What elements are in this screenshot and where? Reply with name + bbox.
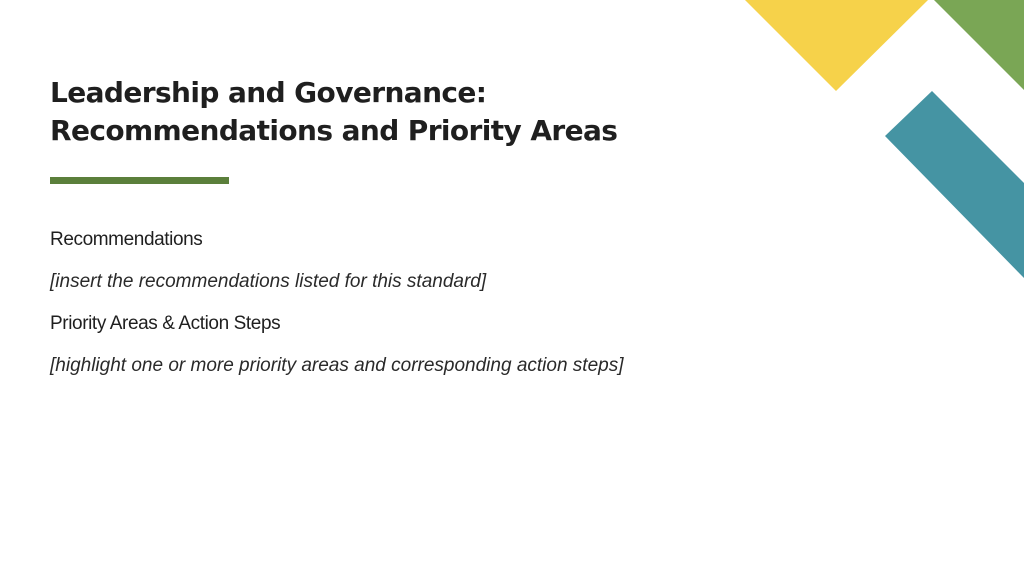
slide-title-line-2: Recommendations and Priority Areas [50, 114, 618, 147]
slide-title-line-1: Leadership and Governance: [50, 76, 487, 109]
priority-areas-heading: Priority Areas & Action Steps [50, 313, 281, 334]
slide-body [50, 226, 810, 380]
recommendations-heading: Recommendations [50, 229, 203, 250]
yellow-triangle-shape [745, 0, 928, 91]
priority-areas-placeholder: [highlight one or more priority areas and corresponding action steps] [50, 355, 624, 376]
green-triangle-shape [934, 0, 1024, 90]
title-accent-bar [50, 177, 229, 184]
corner-decoration [724, 0, 1024, 300]
teal-band-shape [885, 91, 1024, 278]
slide-title [50, 74, 790, 150]
recommendations-placeholder: [insert the recommendations listed for this standard] [50, 271, 487, 292]
